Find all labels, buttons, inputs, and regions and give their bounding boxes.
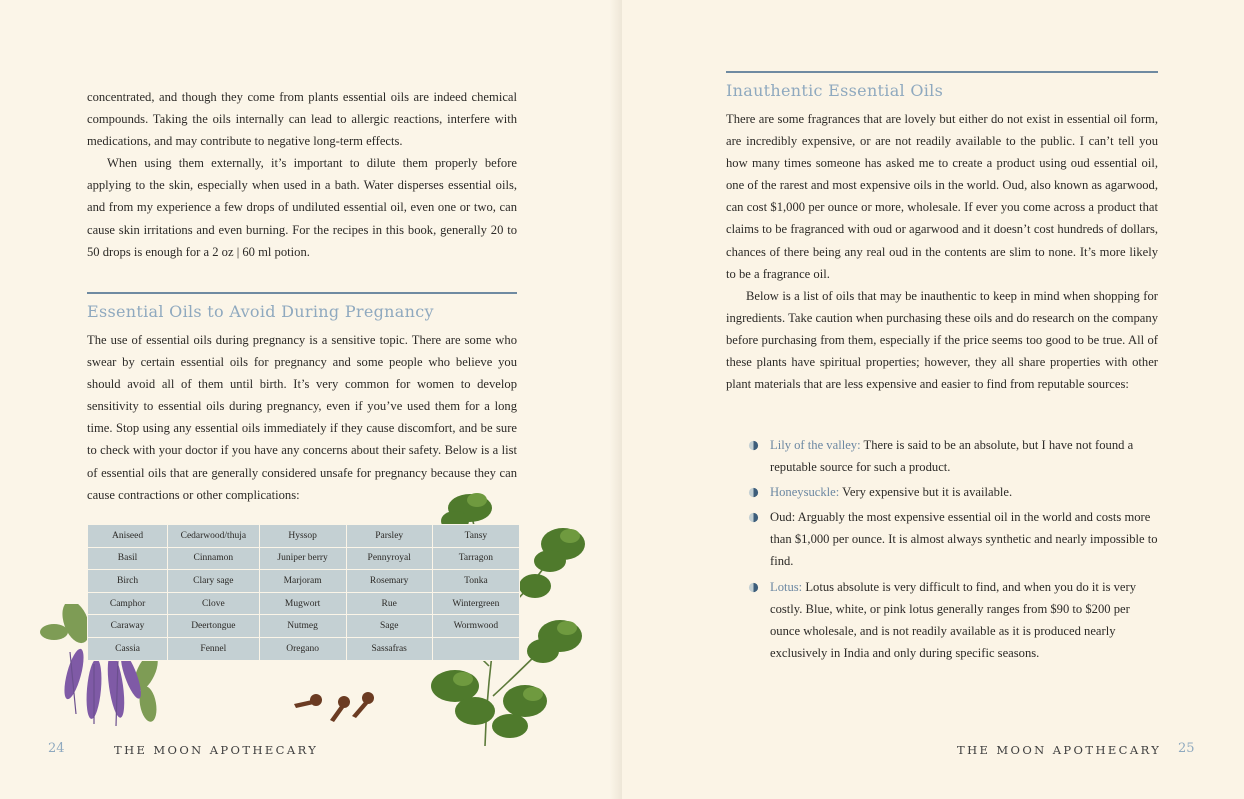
right-page xyxy=(622,0,1244,799)
table-cell: Cinnamon xyxy=(168,547,259,570)
table-cell: Nutmeg xyxy=(259,615,346,638)
table-cell: Juniper berry xyxy=(259,547,346,570)
half-moon-bullet-icon xyxy=(748,512,759,523)
table-cell: Rue xyxy=(346,592,432,615)
list-item-term: Honeysuckle: xyxy=(770,485,840,500)
table-cell: Parsley xyxy=(346,525,432,548)
right-paragraph-1: There are some fragrances that are lovely but either do not exist in essential oil form, are incredibly expensive, or are not readily available to the public. I can’t tell you how many times someone has asked me to create a product using oud essential oil, one of the rarest and most expensive oils in the world. Oud, also known as agarwood, can cost $1,000 per ounce or more, wholesale. If ever you come across a product that claims to be fragranced with oud or agarwood and it doesn’t cost hundreds of dollars, chances of there being any real oud in the contents are slim to none. It’s more likely to be a fragrance oil. xyxy=(726,112,1158,281)
table-row xyxy=(88,570,520,593)
inauthentic-text xyxy=(726,108,1158,395)
clove-illustration xyxy=(290,686,380,726)
left-paragraph-2: When using them externally, it’s important to dilute them properly before applying to the skin, especially when used in a bath. Water disperses essential oils, and from my experience a few drops of undiluted essential oil, even one or two, can cause skin irritations and even burning. For the recipes in this book, generally 20 to 50 drops is enough for a 2 oz | 60 ml potion. xyxy=(87,156,517,259)
table-cell xyxy=(432,637,519,660)
half-moon-bullet-icon xyxy=(748,582,759,593)
list-item xyxy=(748,481,1158,503)
table-cell: Clove xyxy=(168,592,259,615)
list-item-text: Very expensive but it is available. xyxy=(839,485,1013,500)
list-item xyxy=(748,434,1158,478)
list-item-term: Lotus: xyxy=(770,579,803,594)
table-row xyxy=(88,525,520,548)
right-paragraph-2: Below is a list of oils that may be inauthentic to keep in mind when shopping for ingredients. Take caution when purchasing these oils and do research on the company before purchasing from them, especially if the price seems too good to be true. All of these plants have spiritual properties; however, they all share properties with other plant materials that are less expensive and easier to find from reputable sources: xyxy=(726,288,1158,392)
table-cell: Pennyroyal xyxy=(346,547,432,570)
left-paragraph-1: concentrated, and though they come from plants essential oils are indeed chemical compounds. Taking the oils internally can lead to allergic reactions, interfere with medications, and may contribute to negative long-term effects. xyxy=(87,90,517,149)
table-row xyxy=(88,615,520,638)
right-page-number: 25 xyxy=(1178,741,1195,756)
table-cell: Rosemary xyxy=(346,570,432,593)
table-cell: Wormwood xyxy=(432,615,519,638)
list-item-text: There is said to be an absolute, but I have not found a reputable source for such a product. xyxy=(770,438,1134,475)
table-cell: Clary sage xyxy=(168,570,259,593)
left-page-number: 24 xyxy=(48,741,65,756)
table-cell: Basil xyxy=(88,547,168,570)
table-cell: Birch xyxy=(88,570,168,593)
table-cell: Camphor xyxy=(88,592,168,615)
list-item xyxy=(748,506,1158,572)
table-cell: Tansy xyxy=(432,525,519,548)
pregnancy-heading: Essential Oils to Avoid During Pregnancy xyxy=(87,302,434,321)
half-moon-bullet-icon xyxy=(748,487,759,498)
table-cell: Marjoram xyxy=(259,570,346,593)
table-cell: Fennel xyxy=(168,637,259,660)
table-cell: Hyssop xyxy=(259,525,346,548)
table-cell: Sassafras xyxy=(346,637,432,660)
table-cell: Aniseed xyxy=(88,525,168,548)
table-cell: Wintergreen xyxy=(432,592,519,615)
section-divider xyxy=(87,292,517,294)
list-item-text: Lotus absolute is very difficult to find, and when you do it is very costly. Blue, white, or pink lotus generally ranges from $90 to $200 per ounce wholesale, and is not readily available as it is produced nearly exclusively in India and only during specific seasons. xyxy=(770,579,1136,660)
left-running-title: THE MOON APOTHECARY xyxy=(114,743,319,757)
list-item xyxy=(748,576,1158,664)
list-item-text: Arguably the most expensive essential oil in the world and costs more than $1,000 per ounce. It is almost always synthetic and nearly impossible to find. xyxy=(770,510,1158,569)
table-row xyxy=(88,547,520,570)
half-moon-bullet-icon xyxy=(748,440,759,451)
table-cell: Sage xyxy=(346,615,432,638)
crescent-moon-icon xyxy=(1151,745,1162,756)
table-cell: Mugwort xyxy=(259,592,346,615)
table-cell: Caraway xyxy=(88,615,168,638)
section-divider xyxy=(726,71,1158,73)
table-cell: Cassia xyxy=(88,637,168,660)
crescent-moon-icon xyxy=(86,745,97,756)
table-cell: Tarragon xyxy=(432,547,519,570)
table-row xyxy=(88,637,520,660)
table-row xyxy=(88,592,520,615)
right-running-title: THE MOON APOTHECARY xyxy=(957,743,1162,757)
left-intro-text xyxy=(87,86,517,263)
table-cell: Tonka xyxy=(432,570,519,593)
table-cell: Cedarwood/thuja xyxy=(168,525,259,548)
table-cell: Deertongue xyxy=(168,615,259,638)
table-cell: Oregano xyxy=(259,637,346,660)
pregnancy-paragraph: The use of essential oils during pregnancy is a sensitive topic. There are some who swear by certain essential oils for pregnancy and some people who believe you should avoid all of them until birth. It’s very common for women to develop sensitivity to essential oils during pregnancy, even if you’ve used them for a long time. Stop using any essential oils immediately if they cause discomfort, and be sure to check with your doctor if you have any concerns about their safety. Below is a list of essential oils that are generally considered unsafe for pregnancy because they can cause contractions or other complications: xyxy=(87,333,517,502)
list-item-term: Lily of the valley: xyxy=(770,438,861,452)
unsafe-oils-table xyxy=(87,524,520,661)
inauthentic-heading: Inauthentic Essential Oils xyxy=(726,81,944,100)
inauthentic-oils-list xyxy=(748,434,1158,667)
pregnancy-text xyxy=(87,329,517,506)
list-item-term: Oud: xyxy=(770,510,796,525)
